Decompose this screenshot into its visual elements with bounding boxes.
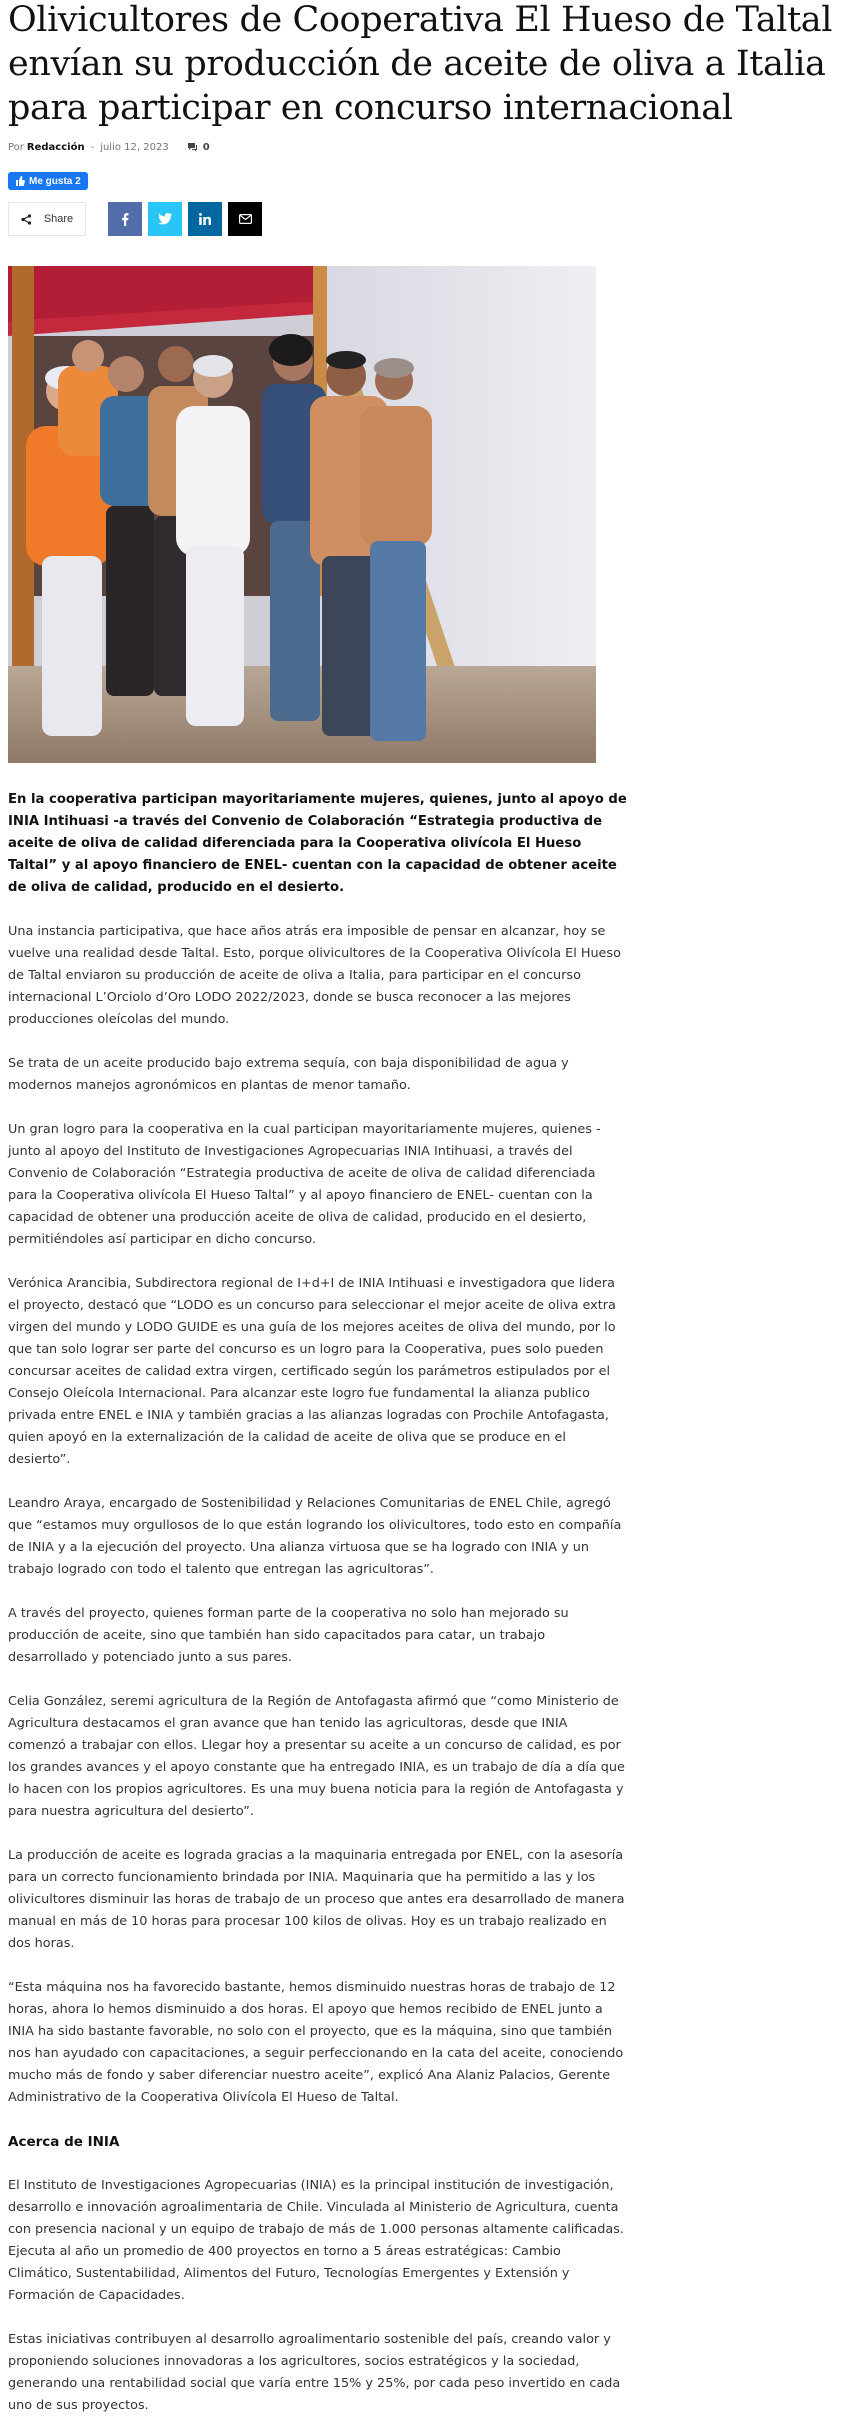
article-paragraph: “Esta máquina nos ha favorecido bastante, hemos disminuido nuestras horas de trabajo de 12 horas, ahora lo hemos disminuido a dos horas. El apoyo que hemos recibido de ENEL junto a INIA ha sido bastante favorable, no solo con el proyecto, que es la máquina, sino que también nos han ayudado con capacitaciones, a seguir perfeccionando en la cata del aceite, conociendo mucho más de fondo y saber diferenciar nuestro aceite”, explicó Ana Alaniz Palacios, Gerente Administrativo de la Cooperativa Olivícola El Hueso de Taltal. <box>8 1980 624 2105</box>
facebook-like-button[interactable] <box>8 172 88 190</box>
facebook-share-button[interactable] <box>108 202 142 236</box>
about-inia-paragraphs <box>8 2175 628 2417</box>
linkedin-share-button[interactable] <box>188 202 222 236</box>
article-paragraph: A través del proyecto, quienes forman parte de la cooperativa no solo han mejorado su producción de aceite, sino que también han sido capacitados para catar, un trabajo desarrollado y potenciado junto a sus pares. <box>8 1606 569 1665</box>
email-share-button[interactable] <box>228 202 262 236</box>
share-bar <box>8 202 842 236</box>
meta-separator: - <box>90 141 95 153</box>
article-paragraph: Celia González, seremi agricultura de la Región de Antofagasta afirmó que “como Ministerio de Agricultura destacamos el gran avance que han tenido las agricultoras, desde que INIA comenzó a trabajar con ellos. Llegar hoy a presentar su aceite a un concurso de calidad, es por los grandes avances y el apoyo constante que ha entregado INIA, es un trabajo de día a día que lo hacen con los propios agricultores. Es una muy buena noticia para la región de Antofagasta y para nuestra agricultura del desierto”. <box>8 1694 625 1819</box>
article-paragraph: Estas iniciativas contribuyen al desarrollo agroalimentario sostenible del país, creando valor y proponiendo soluciones innovadoras a los agricultores, socios estratégicos y la sociedad, generando una rentabilidad social que varía entre 15% y 25%, por cada peso invertido en cada uno de sus proyectos. <box>8 2332 621 2413</box>
article-paragraph: Una instancia participativa, que hace años atrás era imposible de pensar en alcanzar, hoy se vuelve una realidad desde Taltal. Esto, porque olivicultores de la Cooperativa Olivícola El Hueso de Taltal enviaron su producción de aceite de oliva a Italia, para participar en el concurso internacional L’Orciolo d’Oro LODO 2022/2023, donde se busca reconocer a las mejores producciones oleícolas del mundo. <box>8 924 621 1027</box>
article-paragraph: Leandro Araya, encargado de Sostenibilidad y Relaciones Comunitarias de ENEL Chile, agregó que “estamos muy orgullosos de lo que están logrando los olivicultores, todo esto en compañía de INIA y a la ejecución del proyecto. Una alianza virtuosa que se ha logrado con INIA y un trabajo logrado con todo el talento que entregan las agricultoras”. <box>8 1496 622 1577</box>
linkedin-icon <box>199 213 211 225</box>
article-paragraph: La producción de aceite es lograda gracias a la maquinaria entregada por ENEL, con la asesoría para un correcto funcionamiento brindada por INIA. Maquinaria que ha permitido a las y los olivicultores disminuir las horas de trabajo de un proceso que antes era desarrollado de manera manual en más de 10 horas para procesar 100 kilos de olivas. Hoy es un trabajo realizado en dos horas. <box>8 1848 625 1951</box>
article-meta <box>8 140 842 154</box>
article-paragraph: El Instituto de Investigaciones Agropecuarias (INIA) es la principal institución de investigación, desarrollo e innovación agroalimentaria de Chile. Vinculada al Ministerio de Agricultura, cuenta con presencia nacional y un equipo de trabajo de más de 1.000 personas altamente calificadas. Ejecuta al año un promedio de 400 proyectos en torno a 5 áreas estratégicas: Cambio Climático, Sustentabilidad, Alimentos del Futuro, Tecnologías Emergentes y Extensión y Formación de Capacidades. <box>8 2178 624 2303</box>
article-title: Olivicultores de Cooperativa El Hueso de Taltal envían su producción de aceite de oliva a Italia para participar en concurso internacional <box>8 0 833 128</box>
article-paragraph: Verónica Arancibia, Subdirectora regional de I+d+I de INIA Intihuasi e investigadora que lidera el proyecto, destacó que “LODO es un concurso para seleccionar el mejor aceite de oliva extra virgen del mundo y LODO GUIDE es una guía de los mejores aceites de oliva del mundo, por lo que tan solo lograr ser parte del concurso es un logro para la Cooperativa, pues solo pueden concursar aceites de calidad extra virgen, certificado según los parámetros estipulados por el Consejo Oleícola Internacional. Para alcanzar este logro fue fundamental la alianza publico privada entre ENEL e INIA y también gracias a las alianzas logradas con Prochile Antofagasta, quien apoyó en la externalización de la calidad de aceite de oliva que se produce en el desierto”. <box>8 1276 616 1467</box>
article-paragraph: Un gran logro para la cooperativa en la cual participan mayoritariamente mujeres, quienes -junto al apoyo del Instituto de Investigaciones Agropecuarias INIA Intihuasi, a través del Convenio de Colaboración “Estrategia productiva de aceite de oliva de calidad diferenciada para la Cooperativa olivícola El Hueso Taltal” y al apoyo financiero de ENEL- cuentan con la capacidad de obtener una producción aceite de oliva de calidad, producido en el desierto, permitiéndoles así participar en dicho concurso. <box>8 1122 601 1247</box>
article-paragraphs <box>8 921 628 2109</box>
share-label: Share <box>43 213 74 225</box>
article-lead: En la cooperativa participan mayoritariamente mujeres, quienes, junto al apoyo de INIA Intihuasi -a través del Convenio de Colaboración “Estrategia productiva de aceite de oliva de calidad diferenciada para la Cooperativa olivícola El Hueso Taltal” y al apoyo financiero de ENEL- cuentan con la capacidad de obtener aceite de oliva de calidad, producido en el desierto. <box>8 792 627 895</box>
comment-icon <box>187 142 198 152</box>
article-photo <box>8 266 596 763</box>
comments-count: 0 <box>202 141 210 153</box>
twitter-icon <box>158 213 172 225</box>
byline-label: Por <box>8 141 24 153</box>
article-paragraph: Se trata de un aceite producido bajo extrema sequía, con baja disponibilidad de agua y modernos manejos agronómicos en plantas de menor tamaño. <box>8 1056 569 1093</box>
group-photo-image <box>8 266 596 763</box>
author-link[interactable]: Redacción <box>26 141 85 153</box>
facebook-like-label: Me gusta 2 <box>29 175 81 187</box>
publish-date: julio 12, 2023 <box>100 141 169 153</box>
email-icon <box>239 214 252 224</box>
share-icon <box>21 214 32 225</box>
about-inia-heading: Acerca de INIA <box>8 2134 120 2150</box>
thumbs-up-icon <box>15 176 25 186</box>
twitter-share-button[interactable] <box>148 202 182 236</box>
article-body <box>8 789 628 2417</box>
comments-link[interactable] <box>187 142 210 153</box>
share-button[interactable] <box>8 202 86 236</box>
facebook-icon <box>121 213 129 226</box>
